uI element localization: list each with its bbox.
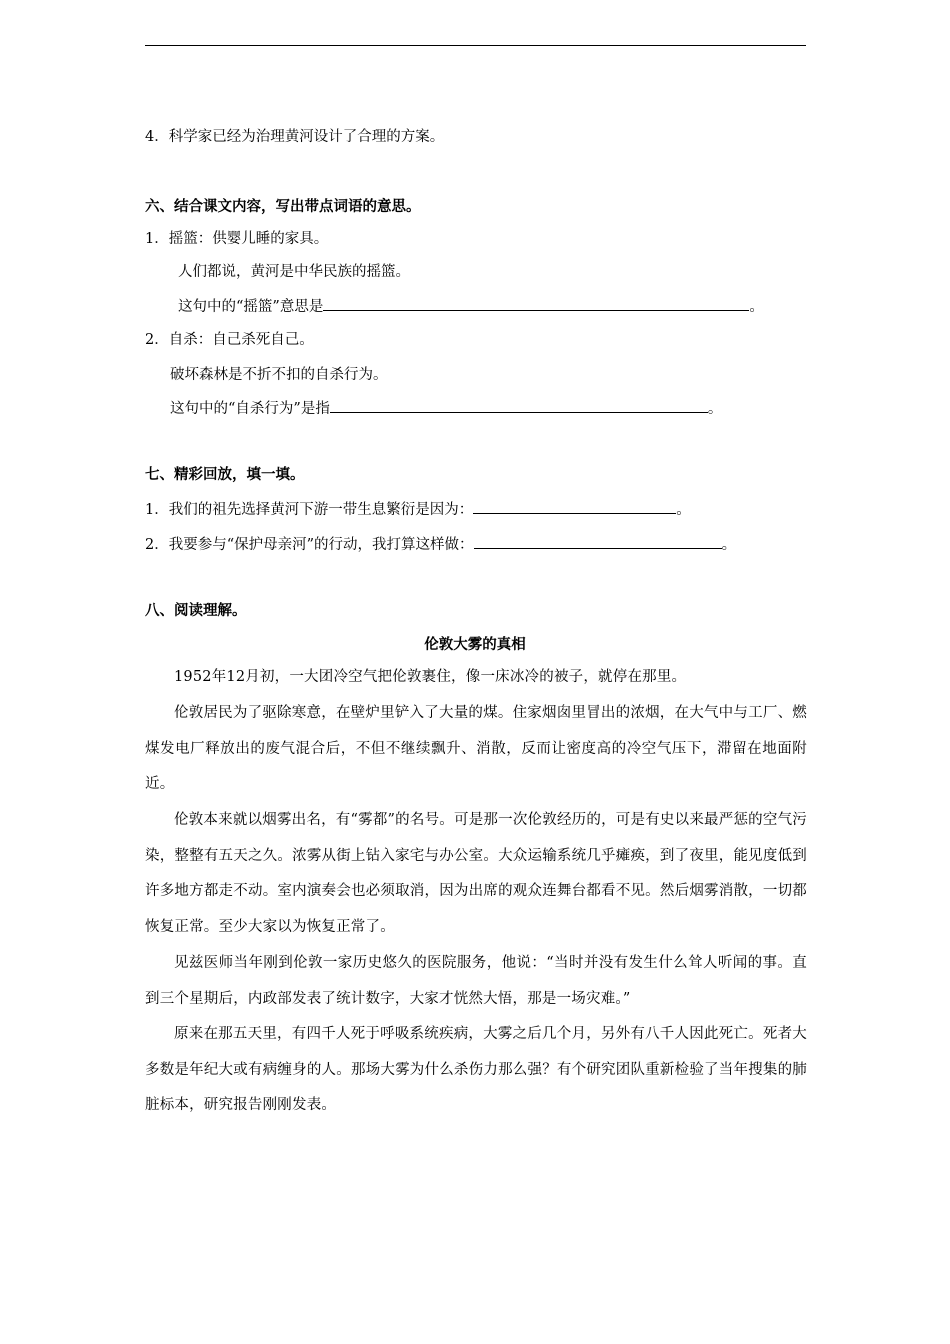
q7-item-2-prompt: 2．我要参与“保护母亲河”的行动，我打算这样做： [145,537,474,553]
article-paragraph-3: 伦敦本来就以烟雾出名，有“雾都”的名号。可是那一次伦敦经历的，可是有史以来最严惩的空气污染，整整有五天之久。浓雾从街上钻入家宅与办公室。大众运输系统几乎瘫痪，到了夜里，能见度低到许多地方都走不动。室内演奏会也必须取消，因为出席的观众连舞台都看不见。然后烟雾消散，一切都恢复正常。至少大家以为恢复正常了。 [145,812,807,935]
q6-item-2-sentence: 破坏森林是不折不扣的自杀行为。 [170,367,388,383]
header-rule [145,45,806,46]
q6-item-1-sentence: 人们都说，黄河是中华民族的摇篮。 [178,264,410,280]
q6-item-1-end-mark: 。 [749,299,764,315]
q6-item-1-answer-row [178,296,764,317]
q6-item-2-answer-row [170,398,722,419]
article-paragraph-1: 1952年12月初，一大团冷空气把伦敦裹住，像一床冰冷的被子，就停在那里。 [174,669,687,685]
q7-item-2-end-mark: 。 [721,537,737,553]
q7-item-2-row [145,534,736,555]
article-paragraph-4: 见兹医师当年刚到伦敦一家历史悠久的医院服务，他说：“当时并没有发生什么耸人听闻的事。直到三个星期后，内政部发表了统计数字，大家才恍然大悟，那是一场灾难。” [145,955,807,1007]
q7-item-1-end-mark: 。 [676,502,691,518]
article-paragraph-5: 原来在那五天里，有四千人死于呼吸系统疾病，大雾之后几个月，另外有八千人因此死亡。死者大多数是年纪大或有病缠身的人。那场大雾为什么杀伤力那么强？有个研究团队重新检验了当年搜集的肺脏标本，研究报告刚刚发表。 [145,1026,807,1114]
q7-item-1-row [145,499,691,520]
article-paragraph-2: 伦敦居民为了驱除寒意，在壁炉里铲入了大量的煤。住家烟囱里冒出的浓烟，在大气中与工厂、燃煤发电厂释放出的废气混合后，不但不继续飘升、消散，反而让密度高的冷空气压下，滞留在地面附近。 [145,705,807,793]
q5-item-4: 4．科学家已经为治理黄河设计了合理的方案。 [145,129,445,145]
q6-item-2-end-mark: 。 [707,401,723,417]
section-8-heading: 八、阅读理解。 [145,602,247,619]
q7-item-2-answer-blank[interactable] [474,534,722,549]
section-6-heading: 六、结合课文内容，写出带点词语的意思。 [145,198,421,215]
q7-item-1-answer-blank[interactable] [473,499,676,514]
q6-item-2-prompt: 这句中的“自杀行为”是指 [170,401,330,417]
section-7-heading: 七、精彩回放，填一填。 [145,466,305,483]
q6-item-1-prompt: 这句中的“摇篮”意思是 [178,299,324,315]
article-title: 伦敦大雾的真相 [424,636,526,653]
q6-item-2-title: 2．自杀：自己杀死自己。 [145,332,314,348]
q7-item-1-prompt: 1．我们的祖先选择黄河下游一带生息繁衍是因为： [145,502,474,518]
q6-item-1-answer-blank[interactable] [323,296,749,311]
q6-item-1-title: 1．摇篮：供婴儿睡的家具。 [145,231,329,247]
q6-item-2-answer-blank[interactable] [330,398,708,413]
